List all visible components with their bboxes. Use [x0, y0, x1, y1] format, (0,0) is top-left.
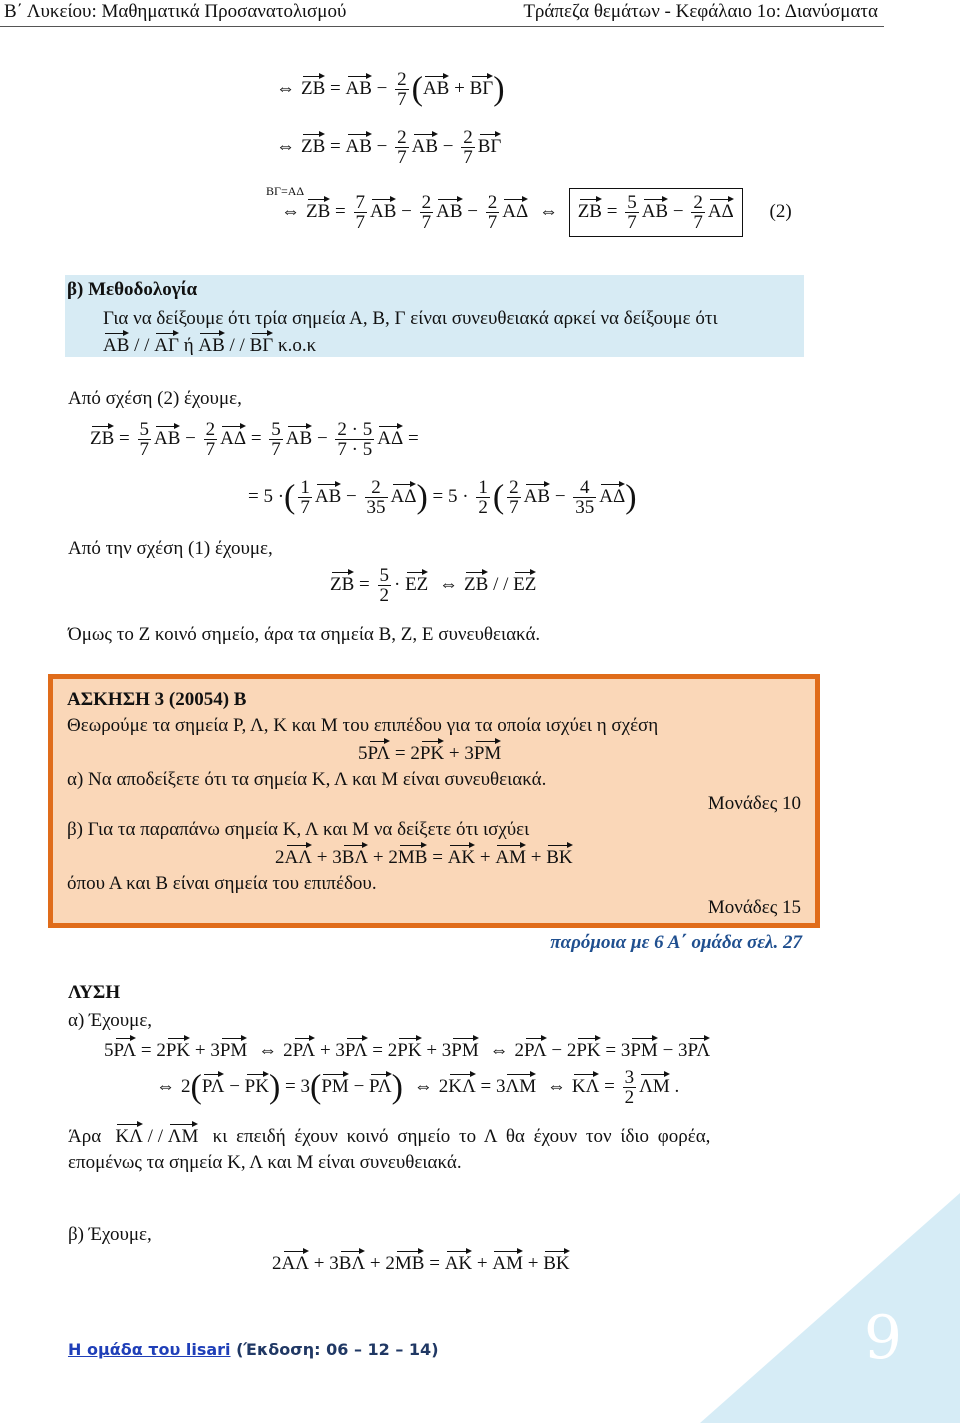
exercise-part-b: β) Για τα παραπάνω σημεία Κ, Λ και Μ να δείξετε ότι ισχύει	[67, 819, 530, 840]
header-right: Τράπεζα θεμάτων - Κεφάλαιο 1ο: Διανύσματα	[523, 1, 878, 22]
page-header	[0, 0, 884, 27]
solution-a-start: α) Έχουμε,	[68, 1010, 153, 1031]
solution-line-1: 5ΡΛ = 2ΡΚ + 3ΡΜ ⇔ 2ΡΛ + 3ΡΛ = 2ΡΚ + 3ΡΜ ⇔ 2ΡΛ − 2ΡΚ = 3ΡΜ − 3ΡΛ	[104, 1040, 711, 1061]
lisari-link[interactable]: Η ομάδα του lisari	[68, 1340, 231, 1359]
exercise-part-a: α) Να αποδείξετε ότι τα σημεία Κ, Λ και Μ είναι συνευθειακά.	[67, 769, 547, 790]
derivation-line-5: = 5 ·( $\frac{1}{7}$ ΑΒ − $\frac{2}{35}$ ΑΔ) = 5 · $\frac{1}{2}$ ( $\frac{2}{7}$ ΑΒ − $\frac{4}{35}$ ΑΔ)	[248, 477, 637, 518]
header-left: Β΄ Λυκείου: Μαθηματικά Προσανατολισμού	[4, 1, 347, 22]
exercise-relation: 5ΡΛ = 2ΡΚ + 3ΡΜ	[358, 743, 502, 764]
boxed-result: ΖΒ = $\frac{5}{7}$ ΑΒ − $\frac{2}{7}$ ΑΔ	[569, 188, 743, 237]
from-relation-2: Από σχέση (2) έχουμε,	[68, 388, 242, 409]
solution-line-2: ⇔ 2(ΡΛ − ΡΚ) = 3(ΡΜ − ΡΛ) ⇔ 2ΚΛ = 3ΛΜ ⇔ ΚΛ = $\frac{3}{2}$ ΛΜ .	[156, 1067, 680, 1108]
solution-b-relation: 2ΑΛ + 3ΒΛ + 2ΜΒ = ΑΚ + ΑΜ + ΒΚ	[272, 1253, 570, 1274]
points-a: Μονάδες 10	[707, 793, 801, 814]
exercise-title: ΑΣΚΗΣΗ 3 (20054) Β	[67, 689, 247, 710]
exercise-intro: Θεωρούμε τα σημεία Ρ, Λ, Κ και Μ του επιπέδου για τα οποία ισχύει η σχέση	[67, 715, 659, 736]
exercise-where: όπου Α και Β είναι σημεία του επιπέδου.	[67, 873, 377, 894]
from-relation-1: Από την σχέση (1) έχουμε,	[68, 538, 273, 559]
methodology-box	[65, 275, 804, 357]
footer	[68, 1340, 439, 1359]
derivation-line-2: ⇔ ΖΒ = ΑΒ − $\frac{2}{7}$ ΑΒ − $\frac{2}{7}$ ΒΓ	[276, 127, 502, 168]
solution-b-start: β) Έχουμε,	[68, 1224, 152, 1245]
exercise-box	[48, 674, 820, 928]
etc-word: κ.ο.κ	[278, 335, 317, 356]
derivation-line-3: ⇔ ΖΒ = $\frac{7}{7}$ ΑΒ − $\frac{2}{7}$ ΑΒ − $\frac{2}{7}$ ΑΔ ⇔ ΖΒ = $\frac{5}{7}$ ΑΒ − $\frac{2}{7}$ ΑΔ (2)	[275, 188, 792, 237]
derivation-line-4: ΖΒ = $\frac{5}{7}$ ΑΒ − $\frac{2}{7}$ ΑΔ = $\frac{5}{7}$ ΑΒ − $\frac{2 \cdot 5}{7 \cdot 5}$ ΑΔ =	[90, 419, 419, 460]
edition-text: (Έκδοση: 06 – 12 – 14)	[236, 1340, 439, 1359]
therefore-word: Άρα	[68, 1126, 102, 1147]
methodology-line-1: Για να δείξουμε ότι τρία σημεία Α, Β, Γ είναι συνευθειακά αρκεί να δείξουμε ότι	[103, 308, 718, 329]
equation-tag: (2)	[769, 200, 792, 222]
solution-a-end: επομένως τα σημεία Κ, Λ και Μ είναι συνευθειακά.	[68, 1152, 462, 1173]
similar-note: παρόμοια με 6 Α΄ ομάδα σελ. 27	[550, 932, 802, 953]
derivation-line-1: ⇔ ΖΒ = ΑΒ − $\frac{2}{7}$ (ΑΒ + ΒΓ)	[276, 69, 505, 110]
conclusion-mid: κι επειδή έχουν κοινό σημείο το Λ θα έχουν τον ίδιο φορέα,	[212, 1126, 711, 1147]
methodology-title: β) Μεθοδολογία	[67, 279, 198, 300]
solution-a-conclusion: Άρα ΚΛ / / ΛΜ κι επειδή έχουν κοινό σημείο το Λ θα έχουν τον ίδιο φορέα,	[68, 1126, 711, 1147]
derivation-line-6: ΖΒ = $\frac{5}{2}$ · ΕΖ ⇔ ΖΒ / / ΕΖ	[330, 565, 537, 606]
methodology-line-2: ΑΒ / / ΑΓ ή ΑΒ / / ΒΓ κ.ο.κ	[103, 335, 317, 356]
relation-label: ΒΓ=ΑΔ	[266, 184, 305, 198]
solution-title: ΛΥΣΗ	[68, 982, 121, 1003]
page-number: 9	[863, 1303, 902, 1373]
points-b: Μονάδες 15	[707, 897, 801, 918]
conclusion-1: Όμως το Ζ κοινό σημείο, άρα τα σημεία Β, Ζ, Ε συνευθειακά.	[68, 624, 541, 645]
corner-decoration	[700, 1193, 960, 1423]
exercise-b-relation: 2ΑΛ + 3ΒΛ + 2ΜΒ = ΑΚ + ΑΜ + ΒΚ	[275, 847, 573, 868]
or-word: ή	[183, 335, 194, 356]
